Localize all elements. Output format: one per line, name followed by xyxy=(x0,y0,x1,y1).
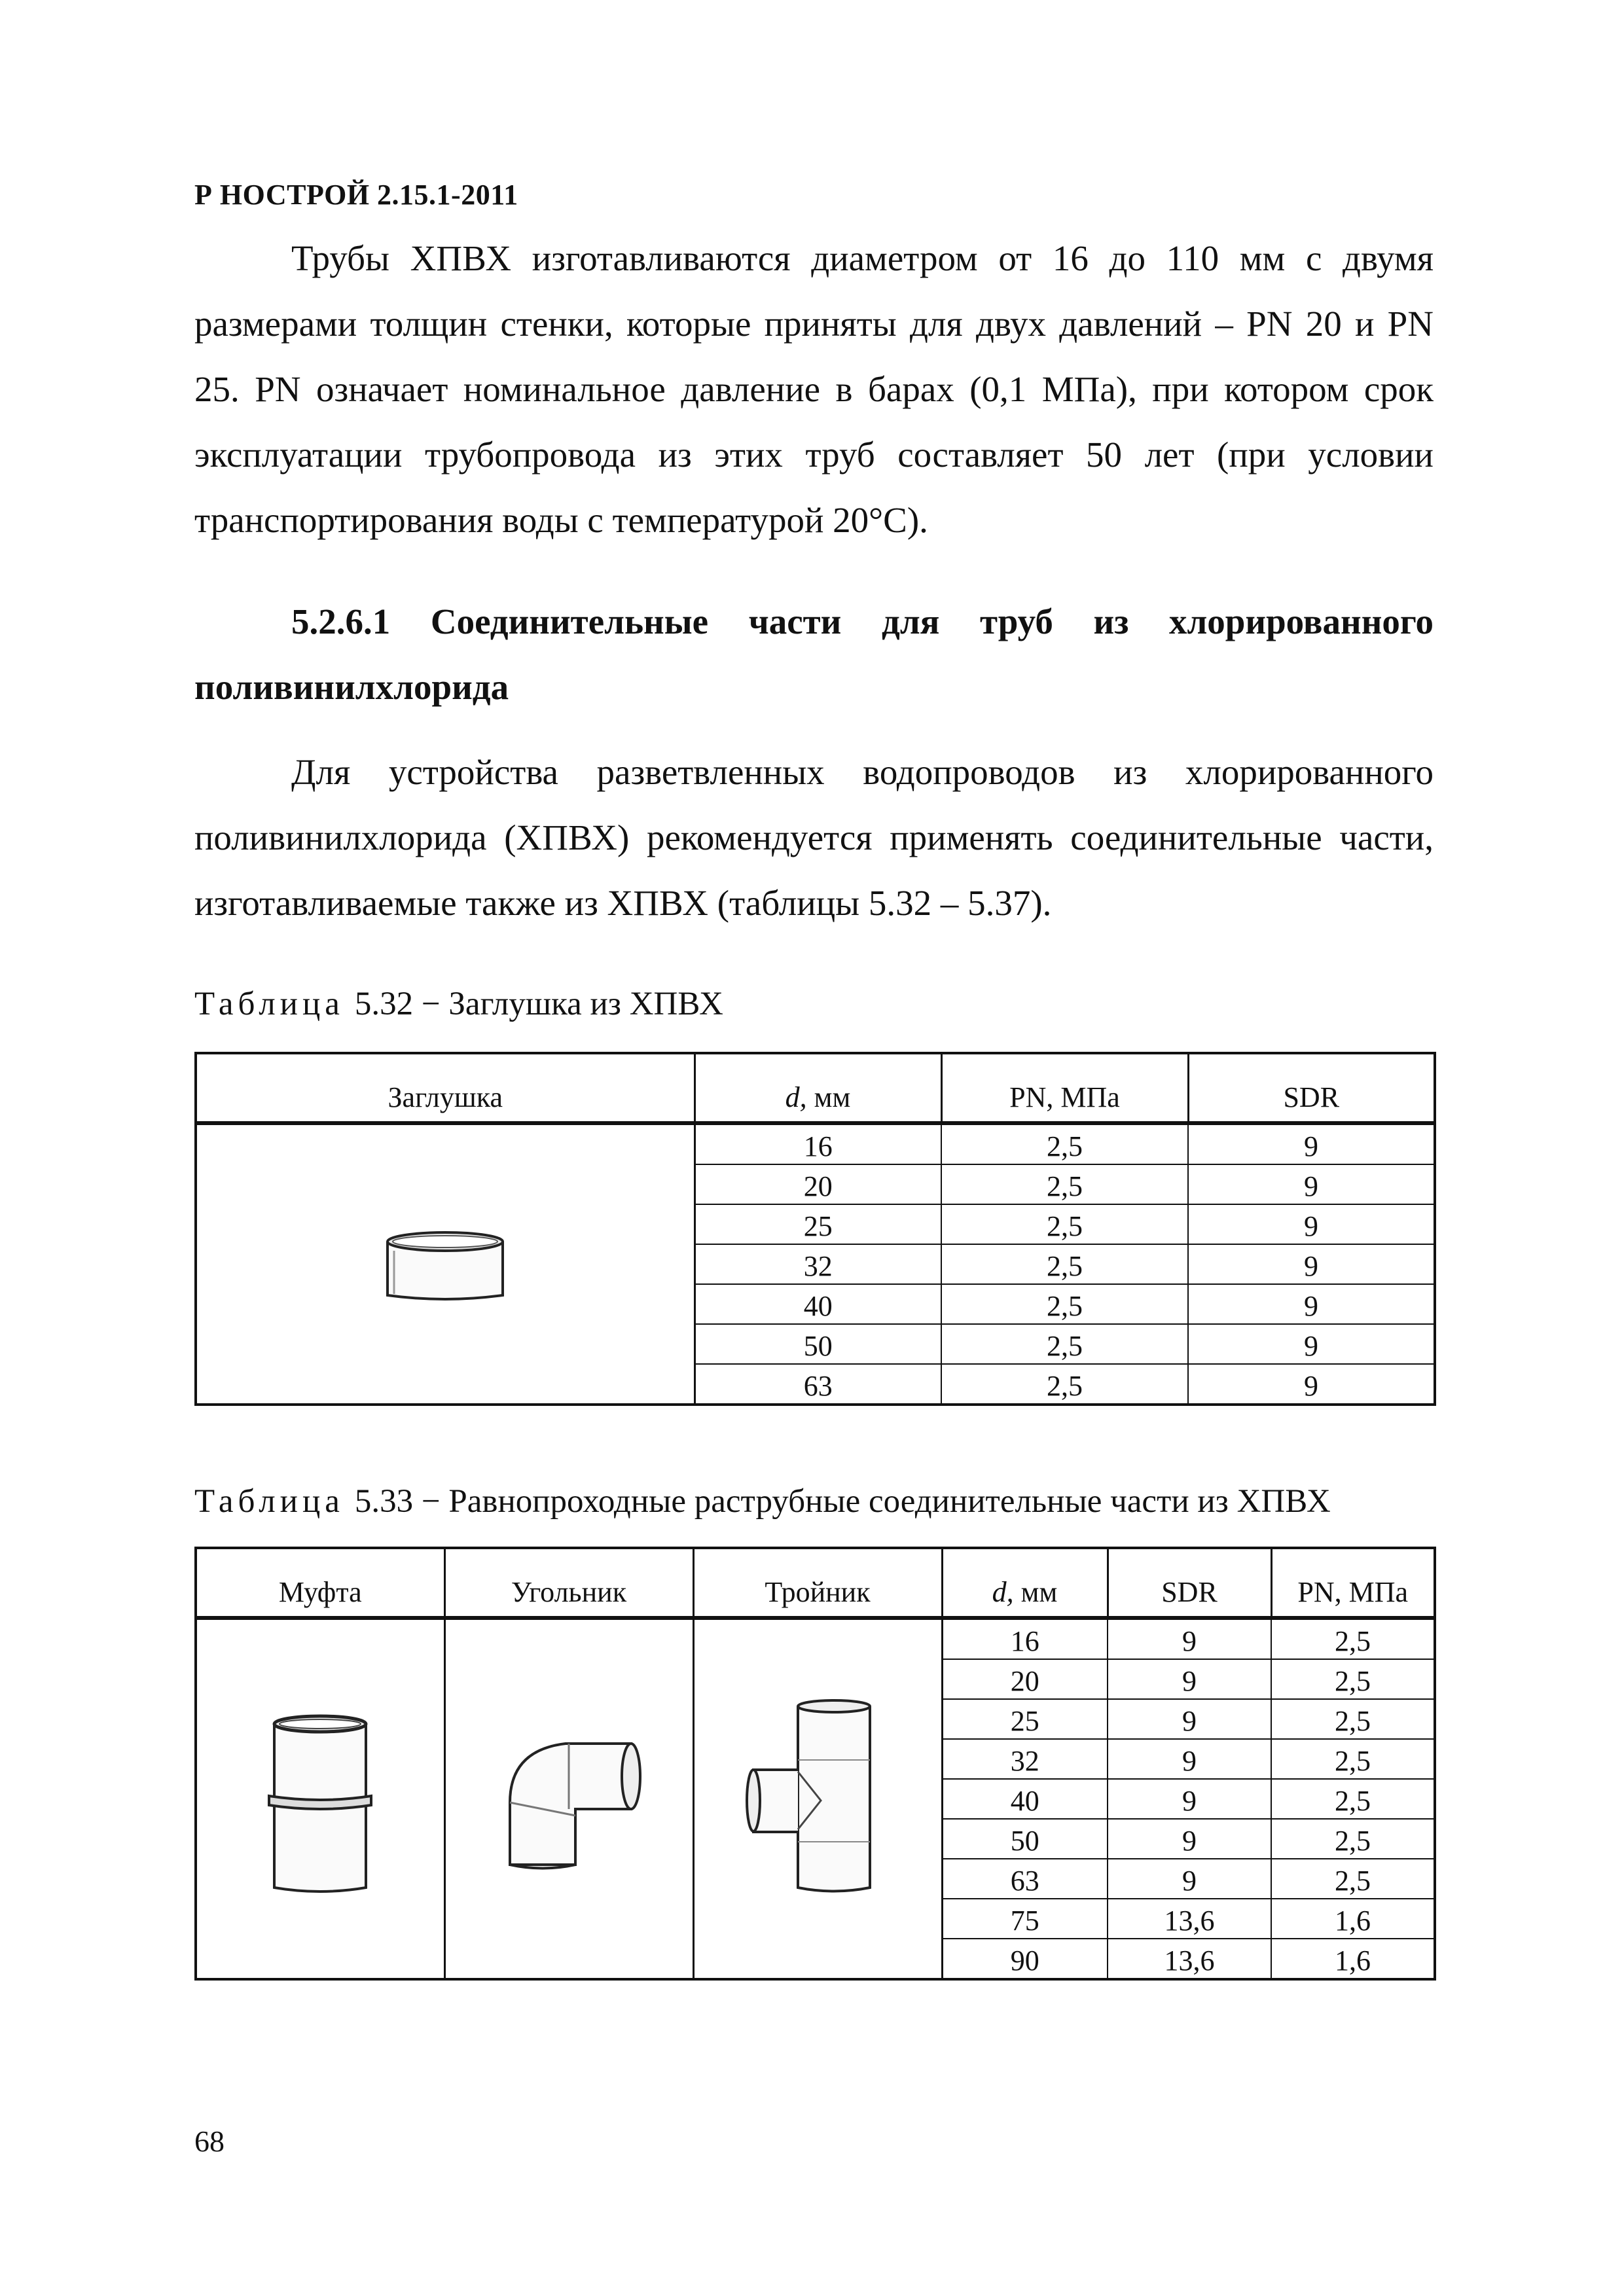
table-533-sdr: 13,6 xyxy=(1108,1939,1271,1979)
table-533-header-d-symbol: d, xyxy=(992,1576,1014,1608)
table-532-pn: 2,5 xyxy=(941,1123,1188,1164)
table-533-sdr: 9 xyxy=(1108,1618,1271,1659)
table-532-sdr: 9 xyxy=(1188,1324,1435,1364)
table-532 xyxy=(194,1052,1436,1406)
table-533-sdr: 13,6 xyxy=(1108,1899,1271,1939)
table-532-pn: 2,5 xyxy=(941,1284,1188,1324)
table-533-d: 40 xyxy=(942,1779,1108,1819)
table-533-pn: 2,5 xyxy=(1271,1739,1435,1779)
cap-icon xyxy=(380,1222,511,1307)
table-532-pn: 2,5 xyxy=(941,1164,1188,1204)
table-533-header-tee: Тройник xyxy=(693,1548,942,1618)
table-533-caption-text: 5.33 − Равнопроходные раструбные соединительные части из ХПВХ xyxy=(354,1483,1331,1520)
table-532-caption-text: 5.32 − Заглушка из ХПВХ xyxy=(354,986,723,1022)
table-532-header-pn: PN, МПа xyxy=(941,1053,1188,1123)
document-code: Р НОСТРОЙ 2.15.1-2011 xyxy=(194,179,518,211)
table-533-pn: 2,5 xyxy=(1271,1819,1435,1859)
table-533-sdr: 9 xyxy=(1108,1659,1271,1699)
section-paragraph-text: Для устройства разветвленных водопроводов из хлорированного поливинилхлорида (ХПВХ) рекомендуется применять соединительные части, изготавливаемые также из ХПВХ (таблицы 5.32 – 5.37). xyxy=(194,752,1434,923)
table-533-pn: 2,5 xyxy=(1271,1699,1435,1739)
table-533-d: 16 xyxy=(942,1618,1108,1659)
tee-image-cell xyxy=(693,1618,942,1979)
tee-icon xyxy=(739,1695,896,1904)
coupling-image-cell xyxy=(196,1618,444,1979)
section-paragraph xyxy=(194,740,1434,936)
table-533-pn: 1,6 xyxy=(1271,1899,1435,1939)
coupling-icon xyxy=(255,1698,386,1901)
table-532-d: 20 xyxy=(695,1164,941,1204)
table-532-sdr: 9 xyxy=(1188,1284,1435,1324)
table-533-sdr: 9 xyxy=(1108,1819,1271,1859)
table-533-header-d xyxy=(942,1548,1108,1618)
table-532-header-row xyxy=(196,1053,1435,1123)
table-533-d: 25 xyxy=(942,1699,1108,1739)
table-533-d: 20 xyxy=(942,1659,1108,1699)
table-532-pn: 2,5 xyxy=(941,1244,1188,1284)
table-532-header-d-symbol: d, xyxy=(785,1081,807,1113)
table-533-caption xyxy=(194,1482,1331,1520)
table-532-d: 16 xyxy=(695,1123,941,1164)
table-532-body xyxy=(196,1123,1435,1405)
table-533-d: 32 xyxy=(942,1739,1108,1779)
section-heading-text: 5.2.6.1 Соединительные части для труб из хлорированного поливинилхлорида xyxy=(194,601,1434,707)
table-533-sdr: 9 xyxy=(1108,1739,1271,1779)
table-532-pn: 2,5 xyxy=(941,1324,1188,1364)
table-533-d: 90 xyxy=(942,1939,1108,1979)
table-533-sdr: 9 xyxy=(1108,1779,1271,1819)
table-532-pn: 2,5 xyxy=(941,1204,1188,1244)
table-533-body xyxy=(196,1618,1435,1979)
table-533-d: 63 xyxy=(942,1859,1108,1899)
table-532-header-item: Заглушка xyxy=(196,1053,695,1123)
table-533-header-elbow: Угольник xyxy=(444,1548,693,1618)
table-532-caption-prefix: Таблица xyxy=(194,986,344,1022)
table-532-caption xyxy=(194,985,723,1023)
table-532-header-sdr: SDR xyxy=(1188,1053,1435,1123)
table-532-d: 63 xyxy=(695,1364,941,1405)
table-532-header-d xyxy=(695,1053,941,1123)
table-533-d: 75 xyxy=(942,1899,1108,1939)
table-532-d: 32 xyxy=(695,1244,941,1284)
table-row xyxy=(196,1123,1435,1164)
table-532-sdr: 9 xyxy=(1188,1123,1435,1164)
table-532-d: 50 xyxy=(695,1324,941,1364)
table-532-d: 40 xyxy=(695,1284,941,1324)
table-532-sdr: 9 xyxy=(1188,1364,1435,1405)
table-533-header-row xyxy=(196,1548,1435,1618)
intro-paragraph-text: Трубы ХПВХ изготавливаются диаметром от 16 до 110 мм с двумя размерами толщин стенки, которые приняты для двух давлений – PN 20 и PN 25. PN означает номинальное давление в барах (0,1 МПа), при котором срок эксплуатации трубопровода из этих труб составляет 50 лет (при условии транспортирования воды с температурой 20°C). xyxy=(194,238,1434,540)
table-533-pn: 2,5 xyxy=(1271,1618,1435,1659)
table-533-header-pn: PN, МПа xyxy=(1271,1548,1435,1618)
table-533-caption-prefix: Таблица xyxy=(194,1483,344,1520)
intro-paragraph xyxy=(194,226,1434,553)
table-533-d: 50 xyxy=(942,1819,1108,1859)
elbow-icon xyxy=(490,1724,647,1874)
table-532-pn: 2,5 xyxy=(941,1364,1188,1405)
table-532-sdr: 9 xyxy=(1188,1204,1435,1244)
table-532-sdr: 9 xyxy=(1188,1164,1435,1204)
table-532-d: 25 xyxy=(695,1204,941,1244)
table-533-header-d-unit: мм xyxy=(1013,1576,1058,1608)
table-533-header-sdr: SDR xyxy=(1108,1548,1271,1618)
page-number: 68 xyxy=(194,2125,225,2158)
cap-image-cell xyxy=(196,1123,695,1405)
table-533-pn: 2,5 xyxy=(1271,1779,1435,1819)
table-row xyxy=(196,1618,1435,1659)
table-533-pn: 2,5 xyxy=(1271,1859,1435,1899)
elbow-image-cell xyxy=(444,1618,693,1979)
section-heading xyxy=(194,589,1434,720)
table-532-header-d-unit: мм xyxy=(806,1081,851,1113)
table-533-pn: 1,6 xyxy=(1271,1939,1435,1979)
table-533-sdr: 9 xyxy=(1108,1699,1271,1739)
table-532-sdr: 9 xyxy=(1188,1244,1435,1284)
table-533-header-coupling: Муфта xyxy=(196,1548,444,1618)
table-533 xyxy=(194,1547,1436,1981)
table-533-sdr: 9 xyxy=(1108,1859,1271,1899)
table-533-pn: 2,5 xyxy=(1271,1659,1435,1699)
